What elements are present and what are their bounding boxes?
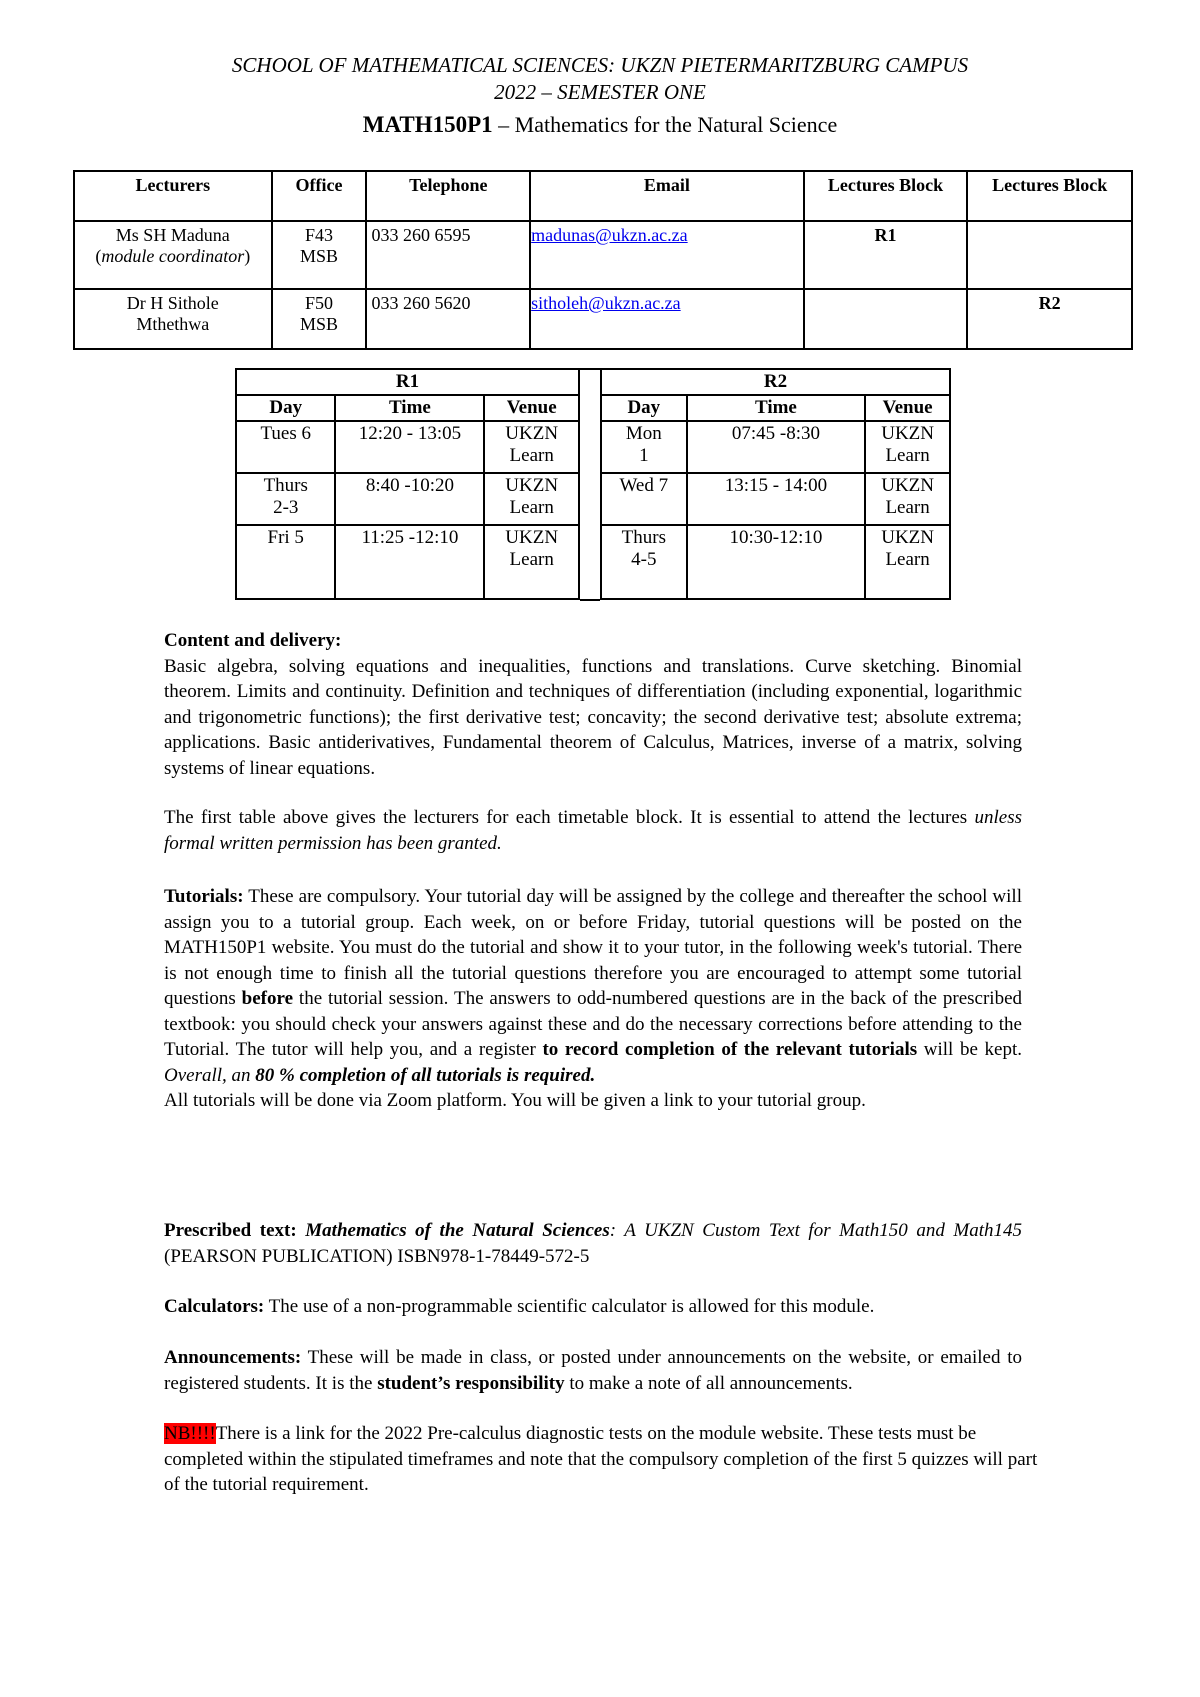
content-heading: Content and delivery: (164, 630, 342, 651)
tutorials-text-2: the tutorial session. The answers to odd-numbered questions are in the back of the prescribed textbook: you should check your answers against these and do the necessary corrections before attending to the Tutorial. The tutor will help you, and a register (164, 988, 1023, 1060)
col-header: Lectures Block (967, 171, 1132, 221)
time-cell: 11:25 -12:10 (335, 525, 484, 599)
office-room: F50 (305, 293, 334, 313)
venue: UKZN (505, 527, 559, 548)
lecturer-cell: Ms SH Maduna (module coordinator) (74, 221, 272, 289)
day-cell (236, 525, 335, 599)
venue: UKZN (881, 475, 934, 496)
lecturer-cell (74, 289, 272, 349)
day: Wed 7 (619, 475, 669, 496)
tutorials-requirement: 80 % completion of all tutorials is required. (255, 1064, 596, 1086)
day: Fri 5 (267, 527, 304, 548)
announcements-text-1: These will be made in class, or posted under announcements on the website, or emailed to registered students. It is the (164, 1347, 1022, 1394)
venue-2: Learn (885, 445, 930, 466)
lecturer-name: Ms SH Maduna (115, 225, 230, 245)
office-room: F43 (305, 225, 334, 245)
venue: UKZN (881, 423, 934, 444)
table-row (236, 525, 579, 599)
venue-2: Learn (509, 549, 554, 570)
tutorials-heading: Tutorials: (164, 886, 244, 907)
block-cell: R1 (804, 221, 968, 289)
time-cell: 10:30-12:10 (687, 525, 866, 599)
announcements-bold: student’s responsibility (377, 1372, 565, 1394)
col-header: Office (272, 171, 367, 221)
venue-2: Learn (509, 497, 554, 518)
lecturer-name-2: Mthethwa (136, 314, 210, 334)
header-school: SCHOOL OF MATHEMATICAL SCIENCES: UKZN PIETERMARITZBURG CAMPUS (231, 53, 969, 77)
block-cell (967, 221, 1132, 289)
timetable-r1 (235, 368, 580, 600)
office-building: MSB (300, 314, 339, 334)
col-header: Telephone (366, 171, 530, 221)
office-building: MSB (300, 246, 339, 266)
col-header: Venue (865, 395, 950, 421)
tutorials-record: to record completion of the relevant tutorials (542, 1039, 918, 1060)
venue-cell (484, 421, 579, 473)
venue-cell (865, 473, 950, 525)
venue-cell (484, 525, 579, 599)
venue: UKZN (505, 423, 559, 444)
time-cell: 8:40 -10:20 (335, 473, 484, 525)
attendance-text: The first table above gives the lecturers for each timetable block. It is essential to attend the lectures (164, 807, 975, 828)
col-header: Time (687, 395, 866, 421)
day: Tues 6 (260, 423, 311, 444)
col-header: Email (530, 171, 804, 221)
timetable-title: R2 (601, 369, 950, 395)
block-cell: R2 (967, 289, 1132, 349)
table-row (74, 221, 1132, 289)
day-cell (601, 421, 687, 473)
announcements-section (164, 1345, 1022, 1396)
lecturer-role: module coordinator (101, 246, 245, 266)
lecturers-table (73, 170, 1133, 350)
time-cell: 12:20 - 13:05 (335, 421, 484, 473)
col-header: Day (601, 395, 687, 421)
table-row (236, 421, 579, 473)
venue: UKZN (505, 475, 559, 496)
office-cell (272, 289, 367, 349)
prescribed-rest: (PEARSON PUBLICATION) ISBN978-1-78449-572-5 (164, 1245, 590, 1267)
table-row (236, 473, 579, 525)
announcements-text-2: to make a note of all announcements. (564, 1372, 853, 1394)
nb-highlight: NB!!!! (164, 1423, 216, 1444)
course-code: MATH150P1 (362, 112, 493, 137)
course-name: Mathematics for the Natural Science (514, 112, 838, 137)
timetable-title: R1 (236, 369, 579, 395)
prescribed-subtitle: : A UKZN Custom Text for Math150 and Math145 (609, 1220, 1022, 1241)
announcements-heading: Announcements: (164, 1347, 302, 1368)
header-semester: 2022 – SEMESTER ONE (494, 80, 706, 104)
col-header: Day (236, 395, 335, 421)
time-cell: 13:15 - 14:00 (687, 473, 866, 525)
day-cell (601, 525, 687, 599)
table-row (601, 525, 950, 599)
venue: UKZN (881, 527, 934, 548)
day: Thurs (621, 527, 666, 548)
venue-cell (865, 421, 950, 473)
calculators-heading: Calculators: (164, 1296, 265, 1317)
venue-cell (865, 525, 950, 599)
col-header: Time (335, 395, 484, 421)
day-2: 1 (639, 445, 649, 466)
tutorials-before: before (241, 988, 294, 1009)
attendance-paragraph (164, 805, 1022, 856)
content-text: Basic algebra, solving equations and inequalities, functions and translations. Curve sketching. Binomial theorem. Limits and continuity. Definition and techniques of differentiation (including exponential, logarithmic and trigonometric functions); the first derivative test; concavity; the second derivative test; absolute extrema; applications. Basic antiderivatives, Fundamental theorem of Calculus, Matrices, inverse of a matrix, solving systems of linear equations. (164, 655, 1022, 779)
nb-paragraph (164, 1421, 1044, 1498)
tutorials-overall: Overall, an (164, 1064, 256, 1086)
col-header: Lecturers (74, 171, 272, 221)
time-cell: 07:45 -8:30 (687, 421, 866, 473)
tutorials-text-1: These are compulsory. Your tutorial day will be assigned by the college and thereafter the school will assign you to a tutorial group. Each week, on or before Friday, tutorial questions will be posted on the MATH150P1 website. You must do the tutorial and show it to your tutor, in the following week's tutorial. There is not enough time to finish all the tutorial questions therefore you are encouraged to attempt some tutorial questions (164, 886, 1022, 1009)
course-separator: – (492, 112, 515, 137)
block-cell (804, 289, 968, 349)
timetable-r2 (600, 368, 951, 600)
table-row (601, 421, 950, 473)
prescribed-section (164, 1218, 1022, 1269)
prescribed-heading: Prescribed text: (164, 1220, 297, 1241)
lecturer-name: Dr H Sithole (126, 293, 219, 313)
table-row (74, 289, 1132, 349)
venue-2: Learn (885, 497, 930, 518)
attendance-italic: unless formal written permission has been granted. (164, 807, 1022, 854)
content-section (164, 628, 1022, 781)
email-link[interactable]: sitholeh@ukzn.ac.za (531, 293, 681, 313)
venue-2: Learn (509, 445, 554, 466)
table-row (601, 473, 950, 525)
calculators-section (164, 1294, 1022, 1320)
venue-2: Learn (885, 549, 930, 570)
day: Mon (625, 423, 662, 444)
day-cell (601, 473, 687, 525)
day-cell (236, 421, 335, 473)
email-link[interactable]: madunas@ukzn.ac.za (531, 225, 688, 245)
office-cell (272, 221, 367, 289)
table-header-row (74, 171, 1132, 221)
venue-cell (484, 473, 579, 525)
day-2: 2-3 (273, 497, 299, 518)
col-header: Lectures Block (804, 171, 968, 221)
prescribed-title: Mathematics of the Natural Sciences (305, 1220, 610, 1241)
day-cell (236, 473, 335, 525)
tutorials-section (164, 884, 1022, 1114)
tutorials-text-3: will be kept. (917, 1039, 1022, 1060)
email-cell (530, 289, 804, 349)
nb-text: There is a link for the 2022 Pre-calculus diagnostic tests on the module website. These tests must be completed within the stipulated timeframes and note that the compulsory completion of the first 5 quizzes will part of the tutorial requirement. (164, 1423, 1038, 1495)
day: Thurs (263, 475, 308, 496)
email-cell (530, 221, 804, 289)
day-2: 4-5 (631, 549, 657, 570)
phone-cell: 033 260 5620 (366, 289, 530, 349)
calculators-text: The use of a non-programmable scientific calculator is allowed for this module. (264, 1296, 875, 1317)
header-course (0, 112, 1200, 138)
phone-cell: 033 260 6595 (366, 221, 530, 289)
col-header: Venue (484, 395, 579, 421)
tutorials-zoom: All tutorials will be done via Zoom platform. You will be given a link to your tutorial group. (164, 1090, 866, 1111)
timetable-gap (580, 368, 600, 601)
